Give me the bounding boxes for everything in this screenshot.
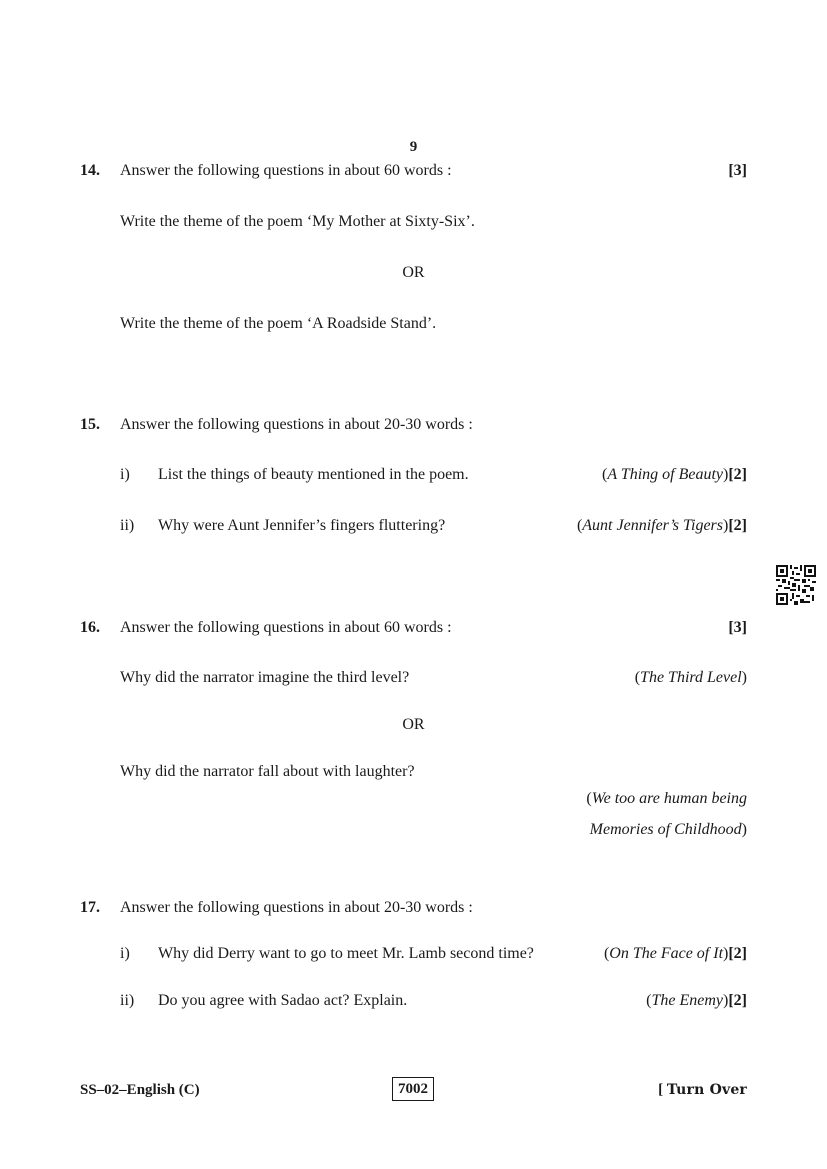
q16-option2-ref-line2: Memories of Childhood) <box>589 821 747 838</box>
q16-option2: Why did the narrator fall about with laughter? <box>120 763 415 780</box>
q16-option1-source: The Third Level <box>640 669 742 686</box>
q17-number: 17. <box>80 899 100 916</box>
q16-option2-source-line2: Memories of Childhood <box>589 821 742 838</box>
q15-ii-source: Aunt Jennifer’s Tigers <box>582 517 724 534</box>
q14-number: 14. <box>80 162 100 179</box>
q16-option1-ref: (The Third Level) <box>634 669 747 686</box>
q15-ii-number: ii) <box>120 517 135 534</box>
q16-or: OR <box>402 716 425 733</box>
q16-marks: [3] <box>728 619 747 636</box>
q17-ii-number: ii) <box>120 992 135 1009</box>
q17-i-ref: (On The Face of It)[2] <box>603 945 747 962</box>
q15-ii-marks: [2] <box>728 517 747 534</box>
q17-ii-text: Do you agree with Sadao act? Explain. <box>158 992 408 1009</box>
q17-ii-marks: [2] <box>728 992 747 1009</box>
q17-i-source: On The Face of It <box>609 945 724 962</box>
q14-marks: [3] <box>728 162 747 179</box>
q16-prompt: Answer the following questions in about 60 words : <box>120 619 452 636</box>
q14-or: OR <box>402 264 425 281</box>
q17-ii-source: The Enemy <box>651 992 724 1009</box>
q17-prompt: Answer the following questions in about 20-30 words : <box>120 899 473 916</box>
page-number: 9 <box>409 139 418 155</box>
q15-i-ref: (A Thing of Beauty)[2] <box>601 466 747 483</box>
q16-option2-source-line1: We too are human being <box>591 790 747 807</box>
footer-paper-code: 7002 <box>392 1077 434 1101</box>
q14-option1: Write the theme of the poem ‘My Mother at Sixty-Six’. <box>120 213 475 230</box>
q17-i-text: Why did Derry want to go to meet Mr. Lamb second time? <box>158 945 534 962</box>
q17-i-marks: [2] <box>728 945 747 962</box>
q15-number: 15. <box>80 416 100 433</box>
q16-option2-ref-line1: (We too are human being <box>586 790 747 807</box>
q16-number: 16. <box>80 619 100 636</box>
footer-subject: SS–02–English (C) <box>80 1082 200 1098</box>
q14-option2: Write the theme of the poem ‘A Roadside Stand’. <box>120 315 437 332</box>
q14-prompt: Answer the following questions in about 60 words : <box>120 162 452 179</box>
footer-bracket: [ <box>658 1082 664 1098</box>
q15-i-source: A Thing of Beauty <box>607 466 724 483</box>
q15-i-number: i) <box>120 466 130 483</box>
q16-option1: Why did the narrator imagine the third level? <box>120 669 410 686</box>
q15-ii-text: Why were Aunt Jennifer’s fingers fluttering? <box>158 517 446 534</box>
qr-code-icon <box>776 565 816 605</box>
q15-i-marks: [2] <box>728 466 747 483</box>
q15-i-text: List the things of beauty mentioned in the poem. <box>158 466 469 483</box>
footer-turn-over-label: Turn Over <box>666 1082 747 1098</box>
q17-i-number: i) <box>120 945 130 962</box>
footer-turn-over <box>658 1080 747 1100</box>
q17-ii-ref: (The Enemy)[2] <box>646 992 747 1009</box>
q15-prompt: Answer the following questions in about 20-30 words : <box>120 416 473 433</box>
q15-ii-ref: (Aunt Jennifer’s Tigers)[2] <box>576 517 747 534</box>
